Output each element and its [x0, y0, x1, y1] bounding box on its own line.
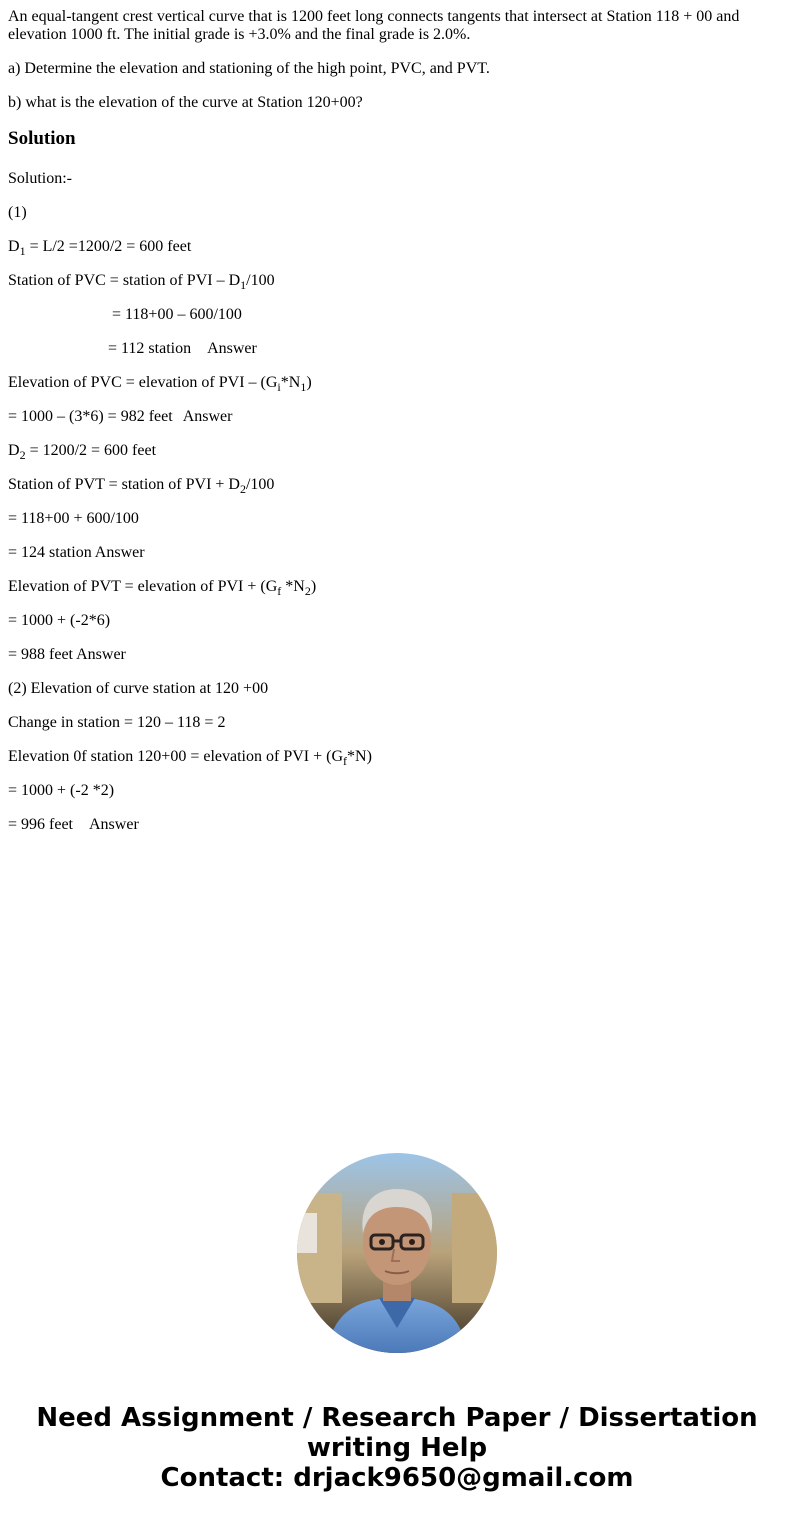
pvc-station-calc: = 118+00 – 600/100 — [112, 306, 242, 323]
part-1-label: (1) — [8, 204, 27, 221]
question-intro: An equal-tangent crest vertical curve that is 1200 feet long connects tangents that intersect at Station 118 + 00 and elevation 1000 ft. The initial grade is +3.0% and the final grade is 2.0%. — [8, 8, 740, 43]
pvt-station-line: Station of PVT = station of PVI + $D_2/100$ — [8, 476, 275, 497]
question-part-a: a) Determine the elevation and stationing of the high point, PVC, and PVT. — [8, 60, 490, 77]
solution-label: Solution:- — [8, 170, 73, 187]
promo-line-1: Need Assignment / Research Paper / Dissertation — [36, 1403, 758, 1433]
question-part-b: b) what is the elevation of the curve at Station 120+00? — [8, 94, 363, 111]
change-in-station: Change in station = 120 – 118 = 2 — [8, 714, 226, 731]
author-portrait-icon — [297, 1153, 497, 1353]
pvc-elevation-result: = 1000 – (3*6) = 982 feet Answer — [8, 408, 233, 425]
pvt-elevation-calc: = 1000 + (-2*6) — [8, 612, 111, 629]
answer-label: Answer — [89, 816, 139, 833]
part-2-label: (2) Elevation of curve station at 120 +00 — [8, 680, 269, 697]
d1-line: $D_1 = L/2 =1200/2 = 600$ feet — [8, 238, 192, 259]
pvt-elevation-result: = 988 feet Answer — [8, 646, 126, 663]
pvc-station-line: Station of PVC = station of PVI – $D_1/100$ — [8, 272, 275, 293]
pvt-station-calc: = 118+00 + 600/100 — [8, 510, 139, 527]
pvc-station-result: = 112 station Answer — [108, 340, 257, 357]
answer-label: Answer — [182, 408, 233, 425]
promo-line-2: writing Help — [306, 1433, 488, 1463]
pvt-station-result: = 124 station Answer — [8, 544, 145, 561]
pvt-elevation-line: Elevation of PVT = elevation of PVI + ($G_f$ $*N_2$) — [8, 578, 317, 599]
promo-contact-email: Contact: drjack9650@gmail.com — [160, 1463, 634, 1493]
solution-heading: Solution — [8, 128, 76, 149]
elevation-120-line: Elevation 0f station 120+00 = elevation of PVI + $(G_f*N)$ — [8, 748, 372, 769]
author-photo — [297, 1153, 497, 1353]
promo-banner — [0, 1403, 794, 1493]
elevation-120-calc: = 1000 + (-2 *2) — [8, 782, 115, 799]
answer-label: Answer — [207, 340, 257, 357]
document-content — [8, 8, 778, 850]
elevation-120-result: = 996 feet Answer — [8, 816, 139, 833]
pvc-elevation-line: Elevation of PVC = elevation of PVI – $(G_i*N_1)$ — [8, 374, 312, 395]
d2-line: $D_2 = 1200/2 = 600$ feet — [8, 442, 157, 463]
